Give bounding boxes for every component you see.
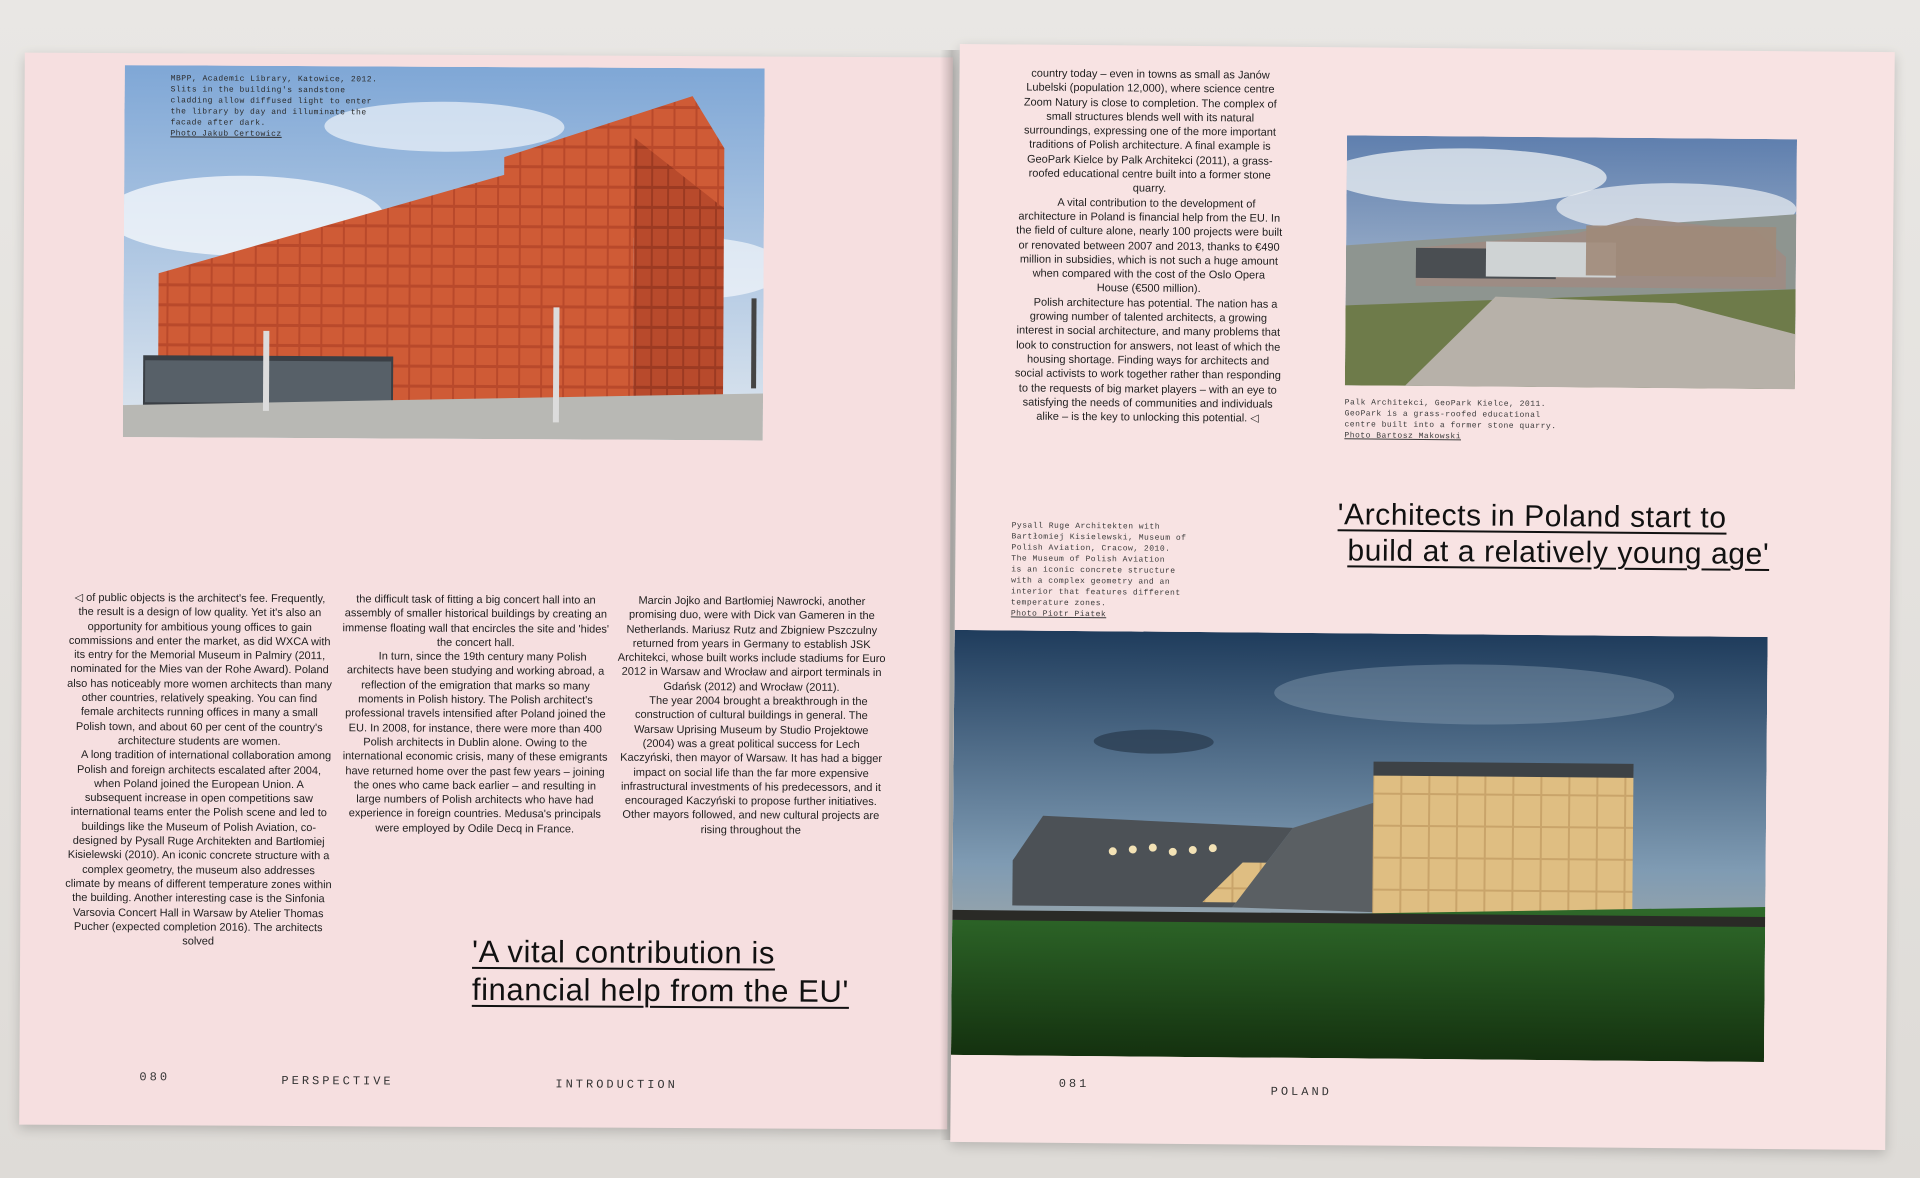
caption-line: cladding allow diffused light to enter [170,96,373,107]
caption-line: interior that features different [1010,587,1181,598]
page-number: 081 [1058,1076,1090,1092]
caption-line: Palk Architekci, GeoPark Kielce, 2011. [1344,398,1547,410]
caption-line: with a complex geometry and an [1011,576,1171,587]
body-column-3 [617,594,886,838]
paragraph: The year 2004 brought a breakthrough in the construction of cultural buildings in general. The Warsaw Uprising Museum by Studio Projektowe (2004) was a great political success for Lech Kaczyński, then mayor of Warsaw. It has had a bigger impact on social life than the far more expensive infrastructural investments of his predecessors, and it encouraged Kaczyński to propose further initiatives. Other mayors followed, and new cultural projects are rising throughout the [620,694,883,837]
left-page [19,53,953,1130]
paragraph: the difficult task of fitting a big concert hall into an assembly of smaller historical buildings by creating an immense floating wall that encircles the site and 'hides' the concert hall. [342,593,610,650]
pull-quote-line: financial help from the EU' [471,971,850,1009]
caption-line: GeoPark is a grass-roofed educational [1344,409,1541,421]
section-label: POLAND [1270,1084,1332,1100]
caption-line: The Museum of Polish Aviation [1011,554,1166,565]
pull-quote-line: 'Architects in Poland start to [1337,498,1727,535]
caption-line: centre built into a former stone quarry. [1344,420,1557,432]
caption-line: Slits in the building's sandstone [170,85,346,96]
paragraph: A long tradition of international collaboration among Polish and foreign architects escalated after 2004, when Poland joined the European Union. A subsequent increase in open competitions saw international teams enter the Polish scene and led to buildings like the Museum of Polish Aviation, co-designed by Pysall Ruge Architekten and Bartłomiej Kisielewski (2010). An iconic concrete structure with a complex geometry, the museum also addresses climate by means of different temperature zones within the building. Another interesting case is the Sinfonia Varsovia Concert Hall in Warsaw by Atelier Thomas Pucher (expected completion 2016). The architects solved [65,749,332,948]
library-caption [170,73,400,140]
paragraph: country today – even in towns as small as Janów Lubelski (population 12,000), where science centre Zoom Natury is close to completion. The complex of small structures blends well with its natural surroundings, expressing one of the more important traditions of Polish architecture. A final example is GeoPark Kielce by Palk Architekci (2011), a grass-roofed educational centre built into a former stone quarry. [1023,67,1277,196]
caption-line: facade after dark. [170,118,266,128]
page-number: 080 [139,1070,171,1085]
photo-credit: Photo Jakub Certowicz [170,129,282,139]
body-column-2 [341,592,610,836]
geopark-image [1345,135,1797,389]
caption-line: temperature zones. [1010,598,1107,609]
caption-line: MBPP, Academic Library, Katowice, 2012. [170,74,378,85]
aviation-caption [1011,520,1232,621]
body-column-1 [64,591,334,950]
caption-line: Bartłomiej Kisielewski, Museum of [1011,532,1187,543]
pull-quote [1337,497,1769,573]
pull-quote [472,933,849,1011]
photo-credit: Photo Piotr Piatek [1010,609,1107,620]
pull-quote-line: build at a relatively young age' [1347,534,1770,572]
aviation-museum-photo [951,630,1768,1062]
geopark-photo [1345,135,1797,389]
paragraph: Marcin Jojko and Bartłomiej Nawrocki, another promising duo, were with Dick van Gameren in the Netherlands. Mariusz Rutz and Zbigniew Pszczulny returned from years in Germany to establish JSK Architekci, whose built works include stadiums for Euro 2012 in Warsaw and Wrocław and airport terminals in Gdańsk (2012) and Wrocław (2011). [617,594,886,694]
paragraph: A vital contribution to the development of architecture in Poland is financial help from the EU. In the field of culture alone, nearly 100 projects were built or renovated between 2007 and 2013, thanks to €490 million in subsidies, which is not such a huge amount when compared with the cost of the Oslo Opera House (€500 million). [1016,196,1283,296]
paragraph: In turn, since the 19th century many Polish architects have been studying and working abroad, a reflection of the emigration that marks so many moments in Polish history. The Polish architect's professional travels intensified after Poland joined the EU. In 2008, for instance, there were more than 400 Polish architects in Dublin alone. Owing to the international economic crisis, many of these emigrants have returned home over the past few years – joining the ones who came back earlier – and resulting in large numbers of Polish architects who have had experience in foreign countries. Medusa's principals were employed by Odile Decq in France. [342,650,608,836]
caption-line: is an iconic concrete structure [1011,565,1176,576]
paragraph: Polish architecture has potential. The nation has a growing number of talented architects, a growing interest in social architecture, and many problems that look to construction for answers, not least of which the housing shortage. Finding ways for architects and social activists to work together rather than responding to the requests of big market players – with an eye to satisfying the needs of communities and individuals alike – is the key to unlocking this potential. ◁ [1014,296,1281,425]
caption-line: Polish Aviation, Cracow, 2010. [1011,543,1171,554]
subsection-label: INTRODUCTION [555,1077,678,1093]
caption-line: Pysall Ruge Architekten with [1011,521,1161,532]
right-page [950,44,1895,1150]
photo-credit: Photo Bartosz Makowski [1344,431,1462,442]
body-column-right [1014,66,1283,426]
paragraph: ◁ of public objects is the architect's fee. Frequently, the result is a design of low quality. Yet it's also an opportunity for ambitious young offices to gain commissions and enter the market, as did WXCA with its entry for the Memorial Museum in Palmiry (2011, nominated for the Mies van der Rohe Award). Poland also has noticeably more women architects than many other countries, relatively speaking. You can find female architects running offices in many a small Polish town, and about 60 per cent of the country's architecture students are women. [67,591,332,748]
aviation-museum-image [951,630,1768,1062]
geopark-caption [1344,397,1644,444]
section-label: PERSPECTIVE [281,1073,394,1089]
pull-quote-line: 'A vital contribution is [472,933,776,971]
caption-line: the library by day and illuminate the [170,107,367,118]
